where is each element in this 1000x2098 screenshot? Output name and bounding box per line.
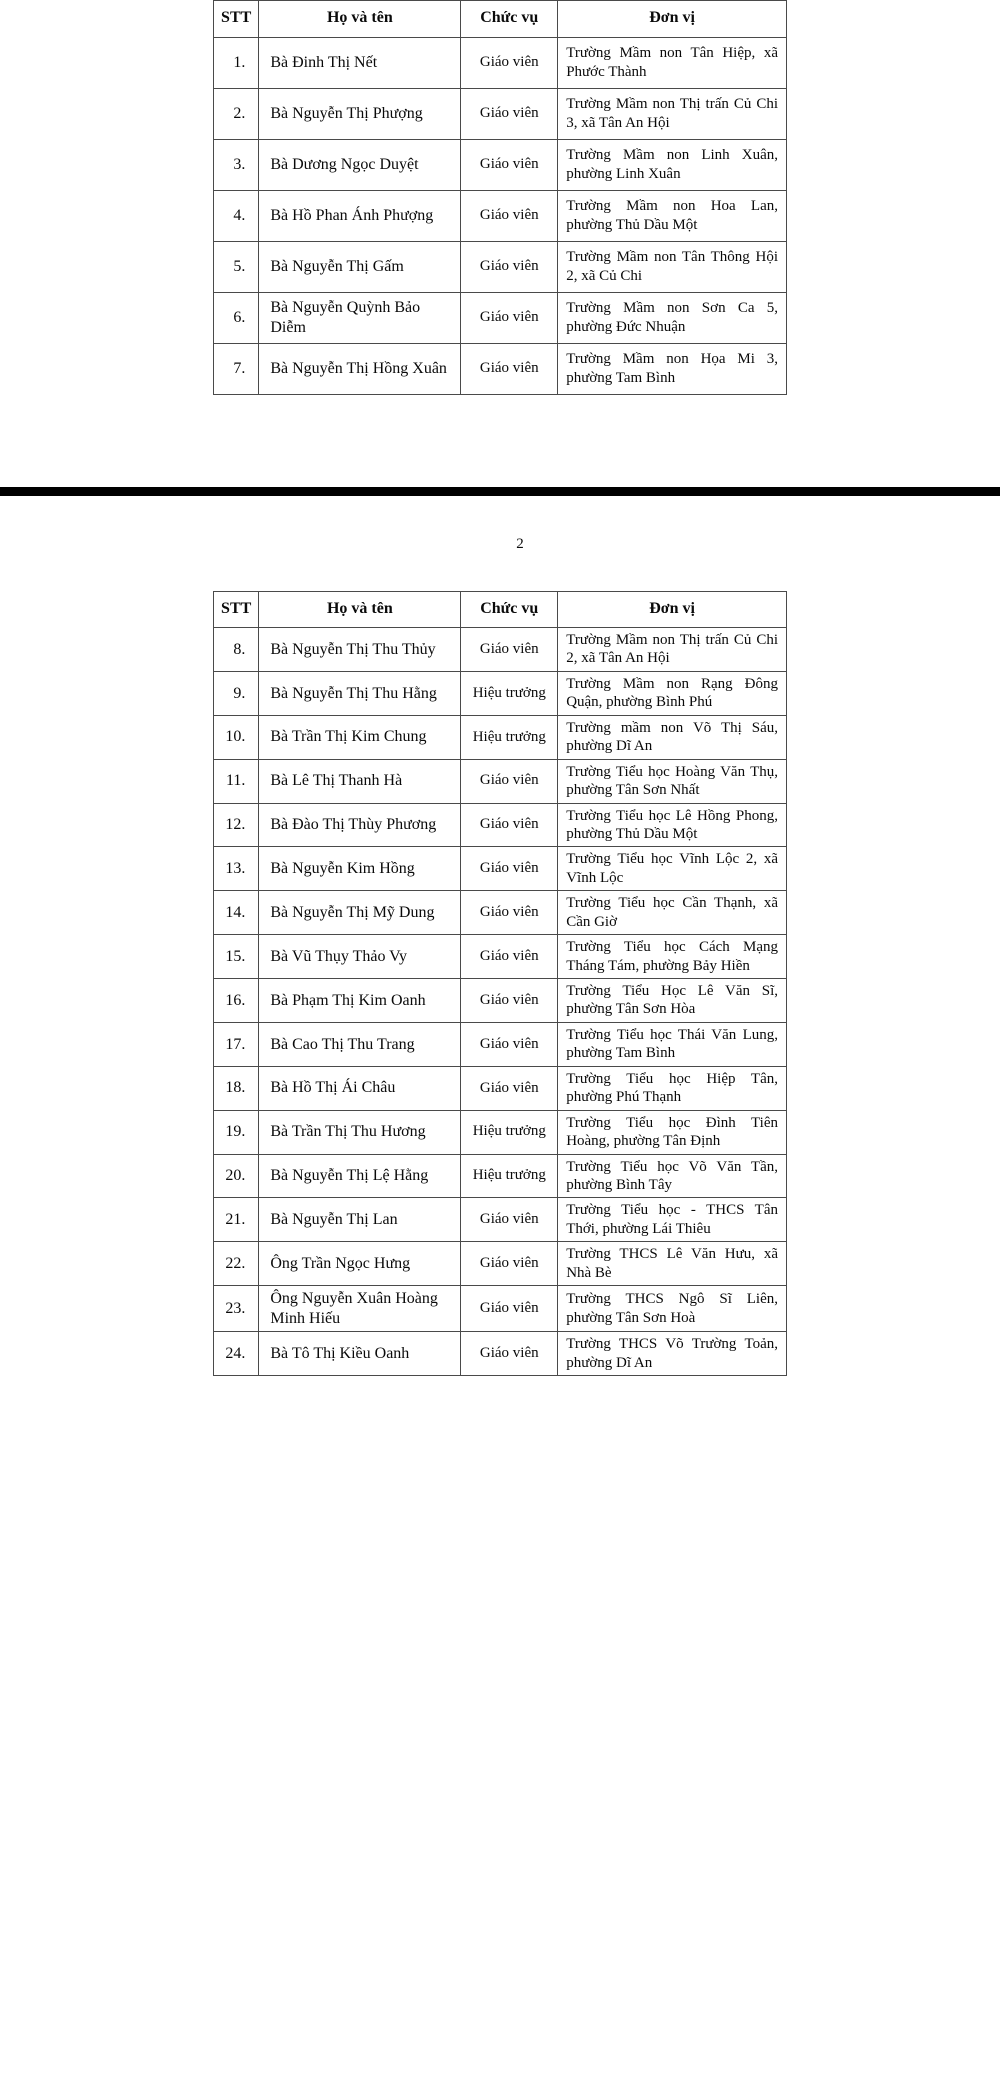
column-header-stt: STT [214,1,259,38]
personnel-table-page-two [213,591,787,1377]
column-header-name: Họ và tên [259,591,461,628]
row-name: Bà Tô Thị Kiều Oanh [259,1332,461,1376]
column-header-role: Chức vụ [461,591,558,628]
table-row [214,1332,787,1376]
row-index: 19. [214,1110,259,1154]
row-index: 22. [214,1242,259,1286]
row-unit: Trường Tiểu học Đình Tiên Hoàng, phường Tân Định [558,1110,787,1154]
table-row [214,1286,787,1332]
table-row [214,935,787,979]
row-index: 11. [214,759,259,803]
row-name: Bà Nguyễn Thị Phượng [259,88,461,139]
row-name: Bà Lê Thị Thanh Hà [259,759,461,803]
row-index: 1. [214,37,259,88]
row-index: 14. [214,891,259,935]
table-row [214,1110,787,1154]
row-name: Bà Cao Thị Thu Trang [259,1022,461,1066]
row-name: Bà Đinh Thị Nết [259,37,461,88]
row-index: 18. [214,1066,259,1110]
page-break-separator [0,487,1000,496]
row-role: Giáo viên [461,139,558,190]
row-name: Ông Nguyễn Xuân Hoàng Minh Hiếu [259,1286,461,1332]
row-unit: Trường Tiểu học Cách Mạng Tháng Tám, phường Bảy Hiền [558,935,787,979]
table-row [214,715,787,759]
table-one-body [214,37,787,394]
table-row [214,759,787,803]
column-header-stt: STT [214,591,259,628]
row-name: Bà Nguyễn Quỳnh Bảo Diễm [259,292,461,343]
row-name: Bà Nguyễn Thị Hồng Xuân [259,343,461,394]
column-header-unit: Đơn vị [558,1,787,38]
row-name: Bà Hồ Phan Ánh Phượng [259,190,461,241]
row-role: Giáo viên [461,190,558,241]
row-unit: Trường THCS Ngô Sĩ Liên, phường Tân Sơn Hoà [558,1286,787,1332]
row-name: Bà Trần Thị Thu Hương [259,1110,461,1154]
row-name: Bà Vũ Thụy Thảo Vy [259,935,461,979]
table-row [214,671,787,715]
row-index: 17. [214,1022,259,1066]
row-index: 20. [214,1154,259,1198]
row-index: 5. [214,241,259,292]
row-unit: Trường Tiểu học Hoàng Văn Thụ, phường Tân Sơn Nhất [558,759,787,803]
row-role: Giáo viên [461,88,558,139]
row-role: Hiệu trưởng [461,1154,558,1198]
row-index: 23. [214,1286,259,1332]
document-bottom-whitespace [0,1376,1000,1406]
column-header-role: Chức vụ [461,1,558,38]
table-row [214,847,787,891]
row-name: Bà Nguyễn Thị Thu Thủy [259,628,461,672]
table-row [214,628,787,672]
row-index: 15. [214,935,259,979]
row-unit: Trường Tiểu học Võ Văn Tần, phường Bình Tây [558,1154,787,1198]
row-name: Bà Nguyễn Thị Lệ Hằng [259,1154,461,1198]
row-unit: Trường Tiểu Học Lê Văn Sĩ, phường Tân Sơn Hòa [558,979,787,1023]
column-header-name: Họ và tên [259,1,461,38]
table-row [214,1022,787,1066]
table-row [214,1066,787,1110]
table-row [214,241,787,292]
row-unit: Trường Mầm non Họa Mi 3, phường Tam Bình [558,343,787,394]
row-name: Bà Trần Thị Kim Chung [259,715,461,759]
row-name: Bà Phạm Thị Kim Oanh [259,979,461,1023]
table-row [214,292,787,343]
row-role: Hiệu trưởng [461,1110,558,1154]
row-unit: Trường Tiểu học Vĩnh Lộc 2, xã Vĩnh Lộc [558,847,787,891]
row-role: Giáo viên [461,1242,558,1286]
row-index: 8. [214,628,259,672]
row-index: 13. [214,847,259,891]
table-row [214,139,787,190]
row-index: 2. [214,88,259,139]
row-role: Giáo viên [461,1198,558,1242]
row-index: 7. [214,343,259,394]
table-header-row [214,591,787,628]
row-index: 24. [214,1332,259,1376]
row-role: Giáo viên [461,979,558,1023]
row-index: 3. [214,139,259,190]
page-bottom-whitespace [0,395,1000,487]
row-name: Bà Nguyễn Thị Mỹ Dung [259,891,461,935]
row-index: 4. [214,190,259,241]
row-role: Giáo viên [461,1022,558,1066]
page-number: 2 [516,535,524,552]
row-index: 12. [214,803,259,847]
table-row [214,803,787,847]
table-row [214,979,787,1023]
row-index: 10. [214,715,259,759]
row-role: Hiệu trưởng [461,715,558,759]
row-name: Bà Nguyễn Thị Gấm [259,241,461,292]
table-row [214,1154,787,1198]
row-unit: Trường Tiểu học Cần Thạnh, xã Cần Giờ [558,891,787,935]
row-unit: Trường Mầm non Thị trấn Củ Chi 2, xã Tân An Hội [558,628,787,672]
row-unit: Trường THCS Võ Trường Toản, phường Dĩ An [558,1332,787,1376]
table-row [214,891,787,935]
table-row [214,1198,787,1242]
table-two-body [214,628,787,1376]
row-role: Giáo viên [461,759,558,803]
table-row [214,37,787,88]
row-unit: Trường Tiểu học Hiệp Tân, phường Phú Thạnh [558,1066,787,1110]
row-name: Bà Nguyễn Thị Thu Hằng [259,671,461,715]
row-unit: Trường Mầm non Tân Hiệp, xã Phước Thành [558,37,787,88]
row-role: Giáo viên [461,343,558,394]
row-unit: Trường Tiểu học Thái Văn Lung, phường Tam Bình [558,1022,787,1066]
row-role: Giáo viên [461,935,558,979]
row-unit: Trường Mầm non Rạng Đông Quận, phường Bình Phú [558,671,787,715]
row-role: Giáo viên [461,891,558,935]
row-unit: Trường Tiểu học - THCS Tân Thới, phường Lái Thiêu [558,1198,787,1242]
row-unit: Trường Mầm non Hoa Lan, phường Thủ Dầu Một [558,190,787,241]
row-role: Giáo viên [461,847,558,891]
table-row [214,1242,787,1286]
row-role: Giáo viên [461,1286,558,1332]
row-name: Bà Hồ Thị Ái Châu [259,1066,461,1110]
personnel-table-page-one [213,0,787,395]
row-unit: Trường Mầm non Thị trấn Củ Chi 3, xã Tân An Hội [558,88,787,139]
row-role: Giáo viên [461,628,558,672]
row-index: 6. [214,292,259,343]
table-row [214,190,787,241]
row-unit: Trường Mầm non Tân Thông Hội 2, xã Củ Chi [558,241,787,292]
row-role: Hiệu trưởng [461,671,558,715]
row-index: 16. [214,979,259,1023]
column-header-unit: Đơn vị [558,591,787,628]
row-unit: Trường Tiểu học Lê Hồng Phong, phường Thủ Dầu Một [558,803,787,847]
page-top-whitespace [0,496,1000,536]
row-role: Giáo viên [461,1066,558,1110]
row-role: Giáo viên [461,1332,558,1376]
row-role: Giáo viên [461,37,558,88]
row-name: Bà Nguyễn Kim Hồng [259,847,461,891]
row-unit: Trường mầm non Võ Thị Sáu, phường Dĩ An [558,715,787,759]
row-unit: Trường THCS Lê Văn Hưu, xã Nhà Bè [558,1242,787,1286]
row-unit: Trường Mầm non Linh Xuân, phường Linh Xuân [558,139,787,190]
table-row [214,343,787,394]
spacer-before-table-two [0,553,1000,591]
row-name: Ông Trần Ngọc Hưng [259,1242,461,1286]
row-index: 9. [214,671,259,715]
row-name: Bà Dương Ngọc Duyệt [259,139,461,190]
row-name: Bà Nguyễn Thị Lan [259,1198,461,1242]
row-index: 21. [214,1198,259,1242]
row-unit: Trường Mầm non Sơn Ca 5, phường Đức Nhuận [558,292,787,343]
row-name: Bà Đào Thị Thùy Phương [259,803,461,847]
table-row [214,88,787,139]
row-role: Giáo viên [461,292,558,343]
table-header-row [214,1,787,38]
row-role: Giáo viên [461,803,558,847]
row-role: Giáo viên [461,241,558,292]
